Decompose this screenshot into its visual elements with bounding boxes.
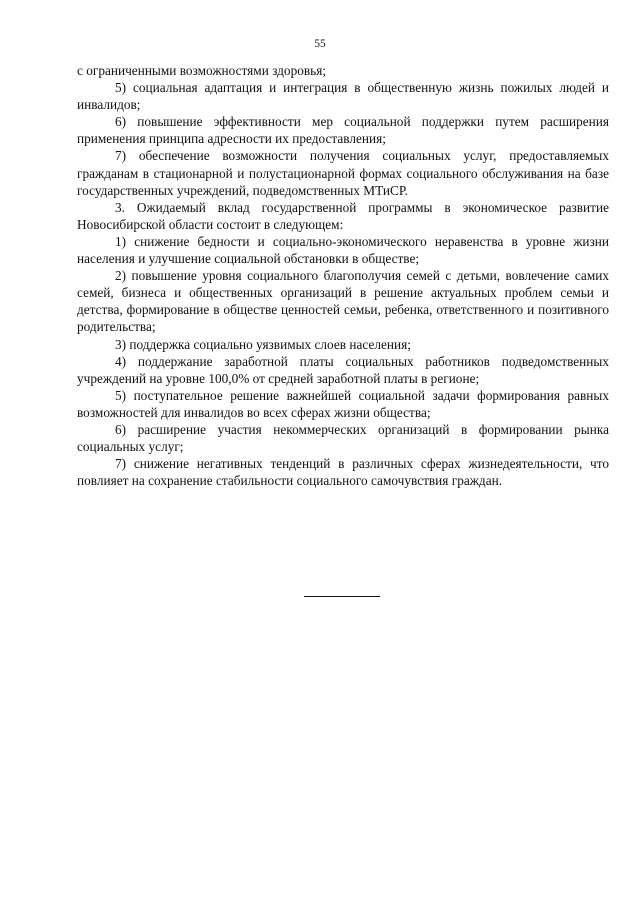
list-item-4-wage-maintenance: 4) поддержание заработной платы социальных работников подведомственных учреждений на уровне 100,0% от средней заработной платы в регионе; [77, 353, 609, 386]
list-item-6-nonprofit-participation: 6) расширение участия некоммерческих организаций в формировании рынка социальных услуг; [77, 421, 609, 455]
document-body [77, 62, 609, 489]
list-item-7-negative-trends: 7) снижение негативных тенденций в различных сферах жизнедеятельности, что повлияет на сохранение стабильности социального самочувствия граждан. [77, 456, 609, 489]
list-item-5-equal-opportunities: 5) поступательное решение важнейшей социальной задачи формирования равных возможностей для инвалидов во всех сферах жизни общества; [77, 387, 609, 420]
list-item-7-social-services: 7) обеспечение возможности получения социальных услуг, предоставляемых гражданам в стационарной и полустационарной формах социального обслуживания на базе государственных учреждений, подведомственных МТиСР. [77, 148, 609, 198]
list-item-1-poverty-reduction: 1) снижение бедности и социально-экономического неравенства в уровне жизни населения и улучшение социальной обстановки в обществе; [77, 233, 609, 267]
page-number: 55 [314, 38, 326, 50]
list-item-5-social-adaptation: 5) социальная адаптация и интеграция в общественную жизнь пожилых людей и инвалидов; [77, 80, 609, 113]
list-item-2-family-wellbeing: 2) повышение уровня социального благополучия семей с детьми, вовлечение самих семей, бизнеса и общественных организаций в решение актуальных проблем семьи и детства, формирование в обществе ценностей семьи, ребенка, ответственного и позитивного родительства; [77, 268, 609, 335]
end-rule [304, 596, 380, 597]
section-3-heading-paragraph: 3. Ожидаемый вклад государственной программы в экономическое развитие Новосибирской области состоит в следующем: [77, 199, 609, 232]
paragraph-continuation: с ограниченными возможностями здоровья; [77, 63, 327, 78]
list-item-6-social-support: 6) повышение эффективности мер социальной поддержки путем расширения применения принципа адресности их предоставления; [77, 114, 609, 147]
list-item-3-vulnerable-support: 3) поддержка социально уязвимых слоев населения; [115, 336, 411, 352]
